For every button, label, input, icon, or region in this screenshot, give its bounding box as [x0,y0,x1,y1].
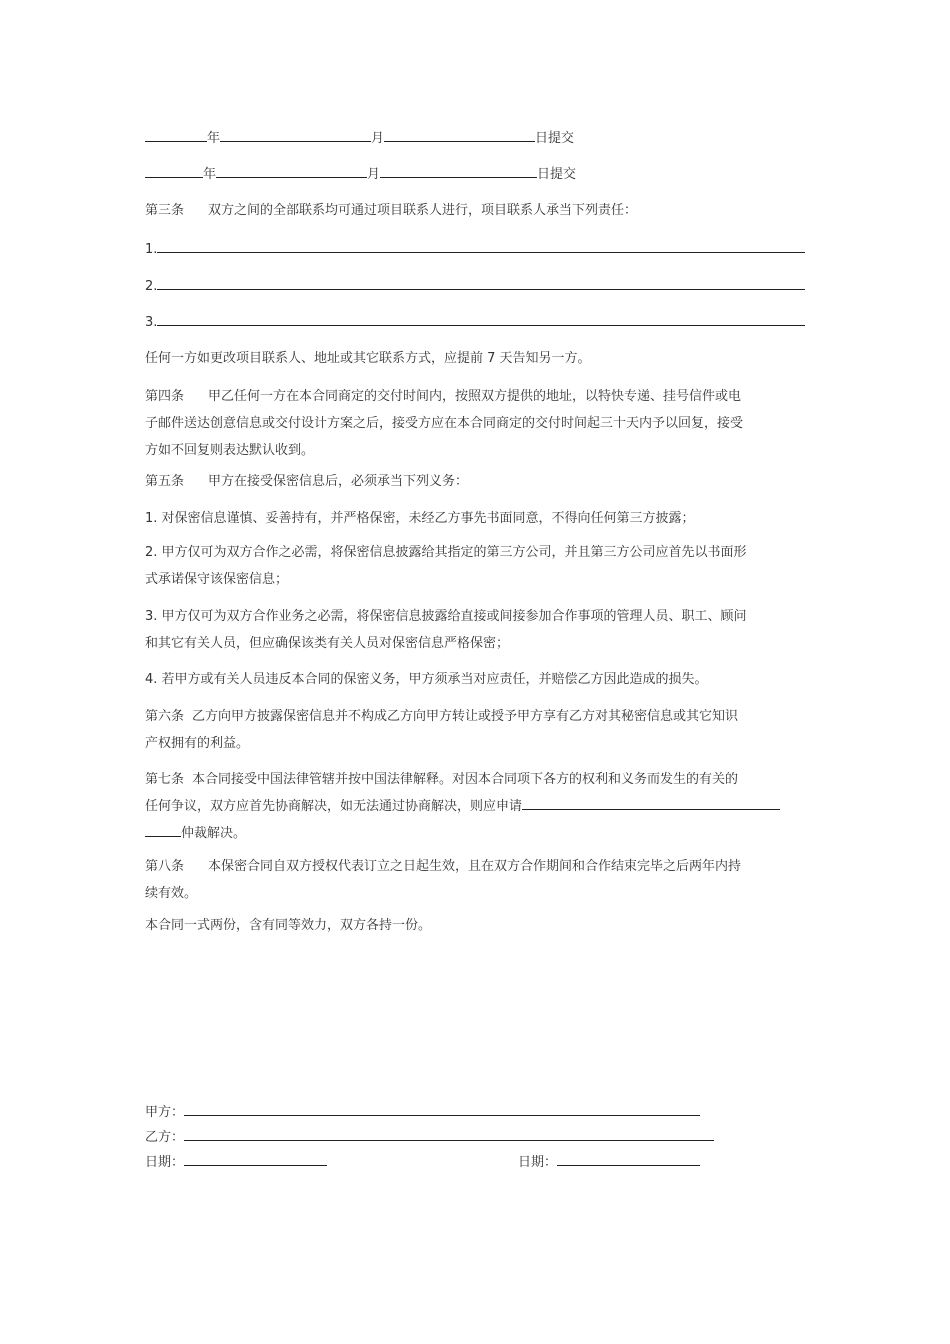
article5-text: 甲方在接受保密信息后，必须承当下列义务： [208,474,469,489]
article7-label: 第七条 [145,772,185,787]
article5-item-2 [145,539,815,593]
article6-line2: 产权拥有的利益。 [145,736,250,751]
signature-date-left [145,1152,327,1170]
signature-date-right [518,1152,700,1170]
year-label-2: 年 [203,167,217,182]
article4-line3: 方如不回复则表达默认收到。 [145,443,315,458]
blank-item-2 [157,276,805,290]
article5-item2-line2: 式承诺保守该保密信息； [145,572,289,587]
day-label-1: 日提交 [535,131,575,146]
article3-item-1 [145,239,805,257]
article3-note: 任何一方如更改项目联系人、地址或其它联系方式，应提前 7 天告知另一方。 [145,351,591,366]
month-label-1: 月 [371,131,385,146]
month-label-2: 月 [367,167,381,182]
signature-party-a [145,1102,700,1120]
article5-item-3 [145,603,815,657]
closing-statement: 本合同一式两份，含有同等效力，双方各持一份。 [145,918,432,933]
article5-item-1: 1. 对保密信息谨慎、妥善持有，并严格保密，未经乙方事先书面同意，不得向任何第三方披露； [145,511,695,526]
date-left-blank [184,1152,327,1166]
day-label-2: 日提交 [537,167,577,182]
blank-year-2 [145,164,203,178]
article7-line2: 任何争议，双方应首先协商解决，如无法通过协商解决，则应申请 [145,799,523,814]
blank-arbitration-2 [145,823,181,837]
item-number-2: 2. [145,279,158,294]
blank-day-1 [384,128,535,142]
blank-day-2 [380,164,537,178]
article7-line3: 仲裁解决。 [181,826,247,841]
item-number-1: 1. [145,242,158,257]
submit-line-1 [145,128,574,146]
blank-month-1 [220,128,371,142]
blank-year-1 [145,128,207,142]
article8 [145,853,815,907]
blank-item-1 [157,239,805,253]
party-b-blank [184,1127,714,1141]
article4 [145,383,815,464]
article4-label: 第四条 [145,389,185,404]
article3-item-2 [145,276,805,294]
article5-label: 第五条 [145,474,185,489]
blank-arbitration-1 [522,796,780,810]
article6-line1: 乙方向甲方披露保密信息并不构成乙方向甲方转让或授予甲方享有乙方对其秘密信息或其它知识 [192,709,739,724]
article6 [145,703,815,757]
article3-heading [145,202,637,220]
article4-line2: 子邮件送达创意信息或交付设计方案之后，接受方应在本合同商定的交付时间起三十天内予以回复，接受 [145,416,744,431]
date-left-label: 日期： [145,1155,185,1170]
date-right-label: 日期： [518,1155,558,1170]
submit-line-2 [145,164,576,182]
article5-heading [145,473,468,491]
article3-text: 双方之间的全部联系均可通过项目联系人进行，项目联系人承当下列责任： [208,203,638,218]
article6-label: 第六条 [145,709,185,724]
article7-line1: 本合同接受中国法律管辖并按中国法律解释。对因本合同项下各方的权利和义务而发生的有关的 [192,772,739,787]
article3-label: 第三条 [145,203,185,218]
signature-party-b [145,1127,714,1145]
blank-month-2 [216,164,367,178]
article4-line1: 甲乙任何一方在本合同商定的交付时间内，按照双方提供的地址，以特快专递、挂号信件或电 [208,389,742,404]
item-number-3: 3. [145,315,158,330]
party-a-blank [184,1102,700,1116]
article5-item3-line1: 3. 甲方仅可为双方合作业务之必需，将保密信息披露给直接或间接参加合作事项的管理人员、职工、顾问 [145,609,747,624]
party-a-label: 甲方： [145,1105,185,1120]
party-b-label: 乙方： [145,1130,185,1145]
date-right-blank [557,1152,700,1166]
article8-label: 第八条 [145,859,185,874]
article8-line1: 本保密合同自双方授权代表订立之日起生效，且在双方合作期间和合作结束完毕之后两年内持 [208,859,742,874]
article5-item-4: 4. 若甲方或有关人员违反本合同的保密义务，甲方须承当对应责任，并赔偿乙方因此造成的损失。 [145,672,708,687]
article7 [145,766,815,847]
blank-item-3 [157,312,805,326]
article3-item-3 [145,312,805,330]
article5-item2-line1: 2. 甲方仅可为双方合作之必需，将保密信息披露给其指定的第三方公司，并且第三方公司应首先以书面形 [145,545,747,560]
article5-item3-line2: 和其它有关人员，但应确保该类有关人员对保密信息严格保密； [145,636,510,651]
year-label-1: 年 [207,131,221,146]
article8-line2: 续有效。 [145,886,198,901]
